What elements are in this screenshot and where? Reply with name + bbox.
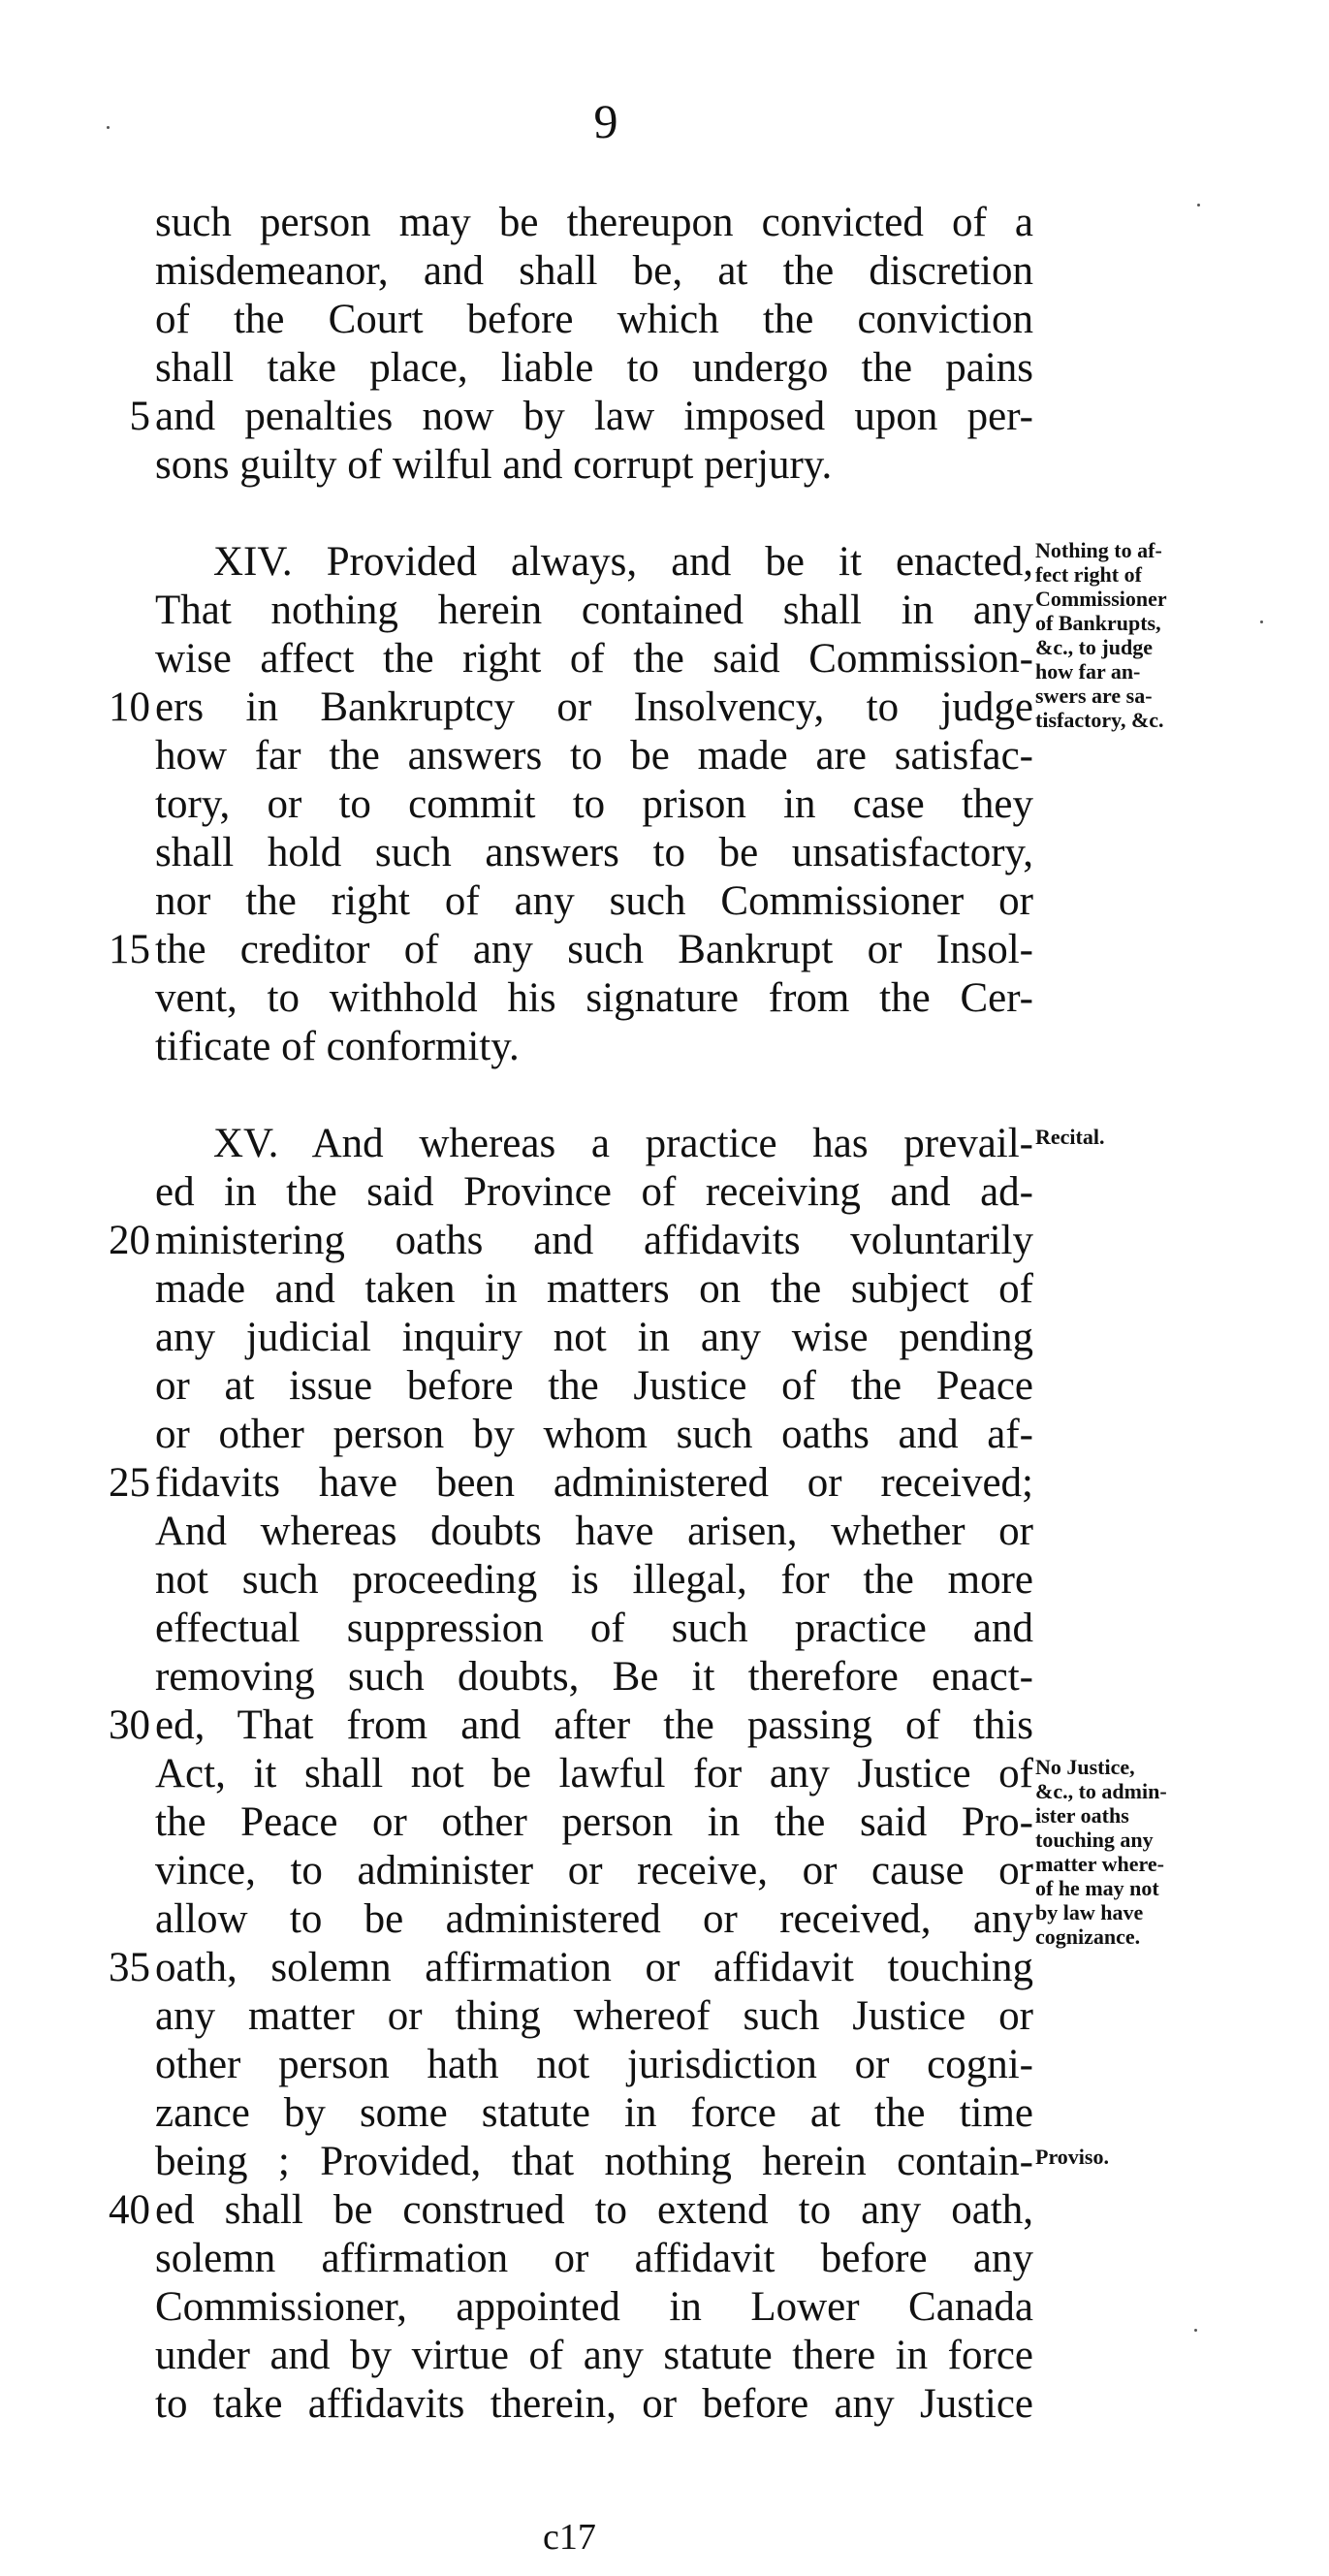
text-line: ed shall be construed to extend to any oath, (155, 2187, 1033, 2233)
text-line: of the Court before which the conviction (155, 297, 1033, 342)
text-line: any matter or thing whereof such Justice or (155, 1993, 1033, 2039)
text-line: XV. And whereas a practice has prevail- (213, 1121, 1033, 1166)
text-line: sons guilty of wilful and corrupt perjury. (155, 442, 833, 488)
signature-mark: c17 (543, 2517, 596, 2558)
line-number: 35 (109, 1945, 150, 1990)
margin-note-line: fect right of (1035, 562, 1142, 587)
text-line: XIV. Provided always, and be it enacted, (213, 539, 1033, 585)
text-line: any judicial inquiry not in any wise pending (155, 1315, 1033, 1360)
margin-note-line: Proviso. (1035, 2145, 1109, 2169)
text-line: misdemeanor, and shall be, at the discretion (155, 248, 1033, 294)
margin-note-line: Recital. (1035, 1125, 1105, 1149)
text-line: fidavits have been administered or received; (155, 1460, 1033, 1506)
text-line: or at issue before the Justice of the Peace (155, 1363, 1033, 1409)
text-line: Act, it shall not be lawful for any Justice of (155, 1751, 1033, 1797)
margin-note-line: matter where- (1035, 1852, 1164, 1876)
paper-speck (1260, 620, 1263, 623)
margin-note-nothing-to-affect (1035, 538, 1239, 732)
margin-note-line: cognizance. (1035, 1924, 1141, 1949)
margin-note-line: of Bankrupts, (1035, 611, 1161, 635)
text-line: vent, to withhold his signature from the Cer- (155, 975, 1033, 1021)
margin-note-line: tisfactory, &c. (1035, 708, 1164, 732)
text-line: made and taken in matters on the subject of (155, 1266, 1033, 1312)
page-number: 9 (593, 94, 618, 148)
text-line: ed, That from and after the passing of this (155, 1702, 1033, 1748)
text-line: the Peace or other person in the said Pro- (155, 1799, 1033, 1845)
text-line: tory, or to commit to prison in case they (155, 781, 1033, 827)
line-number: 25 (109, 1460, 150, 1506)
text-line: being ; Provided, that nothing herein contain- (155, 2139, 1033, 2184)
text-line: to take affidavits therein, or before any Justice (155, 2381, 1033, 2427)
line-number: 20 (109, 1218, 150, 1263)
margin-note-line: touching any (1035, 1828, 1154, 1852)
margin-note-line: Nothing to af- (1035, 538, 1162, 562)
line-number: 5 (129, 394, 150, 439)
text-line: oath, solemn affirmation or affidavit touching (155, 1945, 1033, 1990)
margin-note-line: No Justice, (1035, 1755, 1135, 1779)
margin-note-line: Commissioner (1035, 587, 1167, 611)
text-line: wise affect the right of the said Commission- (155, 636, 1033, 682)
margin-note-no-justice (1035, 1755, 1239, 1949)
text-line: other person hath not jurisdiction or cogni- (155, 2042, 1033, 2087)
margin-note-line: &c., to admin- (1035, 1779, 1167, 1803)
text-line: ed in the said Province of receiving and ad- (155, 1169, 1033, 1215)
line-number: 15 (109, 927, 150, 972)
text-line: allow to be administered or received, any (155, 1896, 1033, 1942)
text-line: solemn affirmation or affidavit before any (155, 2236, 1033, 2281)
paper-speck (1194, 2329, 1197, 2332)
text-line: vince, to administer or receive, or cause or (155, 1848, 1033, 1893)
text-line: effectual suppression of such practice and (155, 1606, 1033, 1651)
text-line: tificate of conformity. (155, 1024, 520, 1069)
margin-note-line: swers are sa- (1035, 684, 1153, 708)
text-line: not such proceeding is illegal, for the more (155, 1557, 1033, 1603)
margin-note-line: by law have (1035, 1900, 1144, 1924)
margin-note-line: of he may not (1035, 1876, 1159, 1900)
text-line: such person may be thereupon convicted of a (155, 200, 1033, 245)
text-line: nor the right of any such Commissioner or (155, 878, 1033, 924)
text-line: And whereas doubts have arisen, whether or (155, 1509, 1033, 1554)
text-line: removing such doubts, Be it therefore enact- (155, 1654, 1033, 1700)
text-line: zance by some statute in force at the time (155, 2090, 1033, 2136)
paper-speck (1197, 204, 1200, 207)
margin-note-line: &c., to judge (1035, 635, 1153, 659)
text-line: That nothing herein contained shall in any (155, 588, 1033, 633)
text-line: Commissioner, appointed in Lower Canada (155, 2284, 1033, 2330)
text-line: the creditor of any such Bankrupt or Insol- (155, 927, 1033, 972)
paper-speck (107, 126, 110, 129)
line-number: 10 (109, 684, 150, 730)
text-line: under and by virtue of any statute there in force (155, 2333, 1033, 2378)
line-number: 40 (109, 2187, 150, 2233)
margin-note-line: ister oaths (1035, 1803, 1129, 1828)
text-line: shall hold such answers to be unsatisfactory, (155, 830, 1033, 875)
margin-note-proviso (1035, 2145, 1239, 2169)
text-line: or other person by whom such oaths and af- (155, 1412, 1033, 1457)
text-line: and penalties now by law imposed upon per- (155, 394, 1033, 439)
line-number: 30 (109, 1702, 150, 1748)
text-line: ers in Bankruptcy or Insolvency, to judge (155, 684, 1033, 730)
text-line: ministering oaths and affidavits voluntarily (155, 1218, 1033, 1263)
margin-note-line: how far an- (1035, 659, 1141, 684)
margin-note-recital (1035, 1125, 1239, 1149)
text-line: shall take place, liable to undergo the pains (155, 345, 1033, 391)
text-line: how far the answers to be made are satisfac- (155, 733, 1033, 779)
